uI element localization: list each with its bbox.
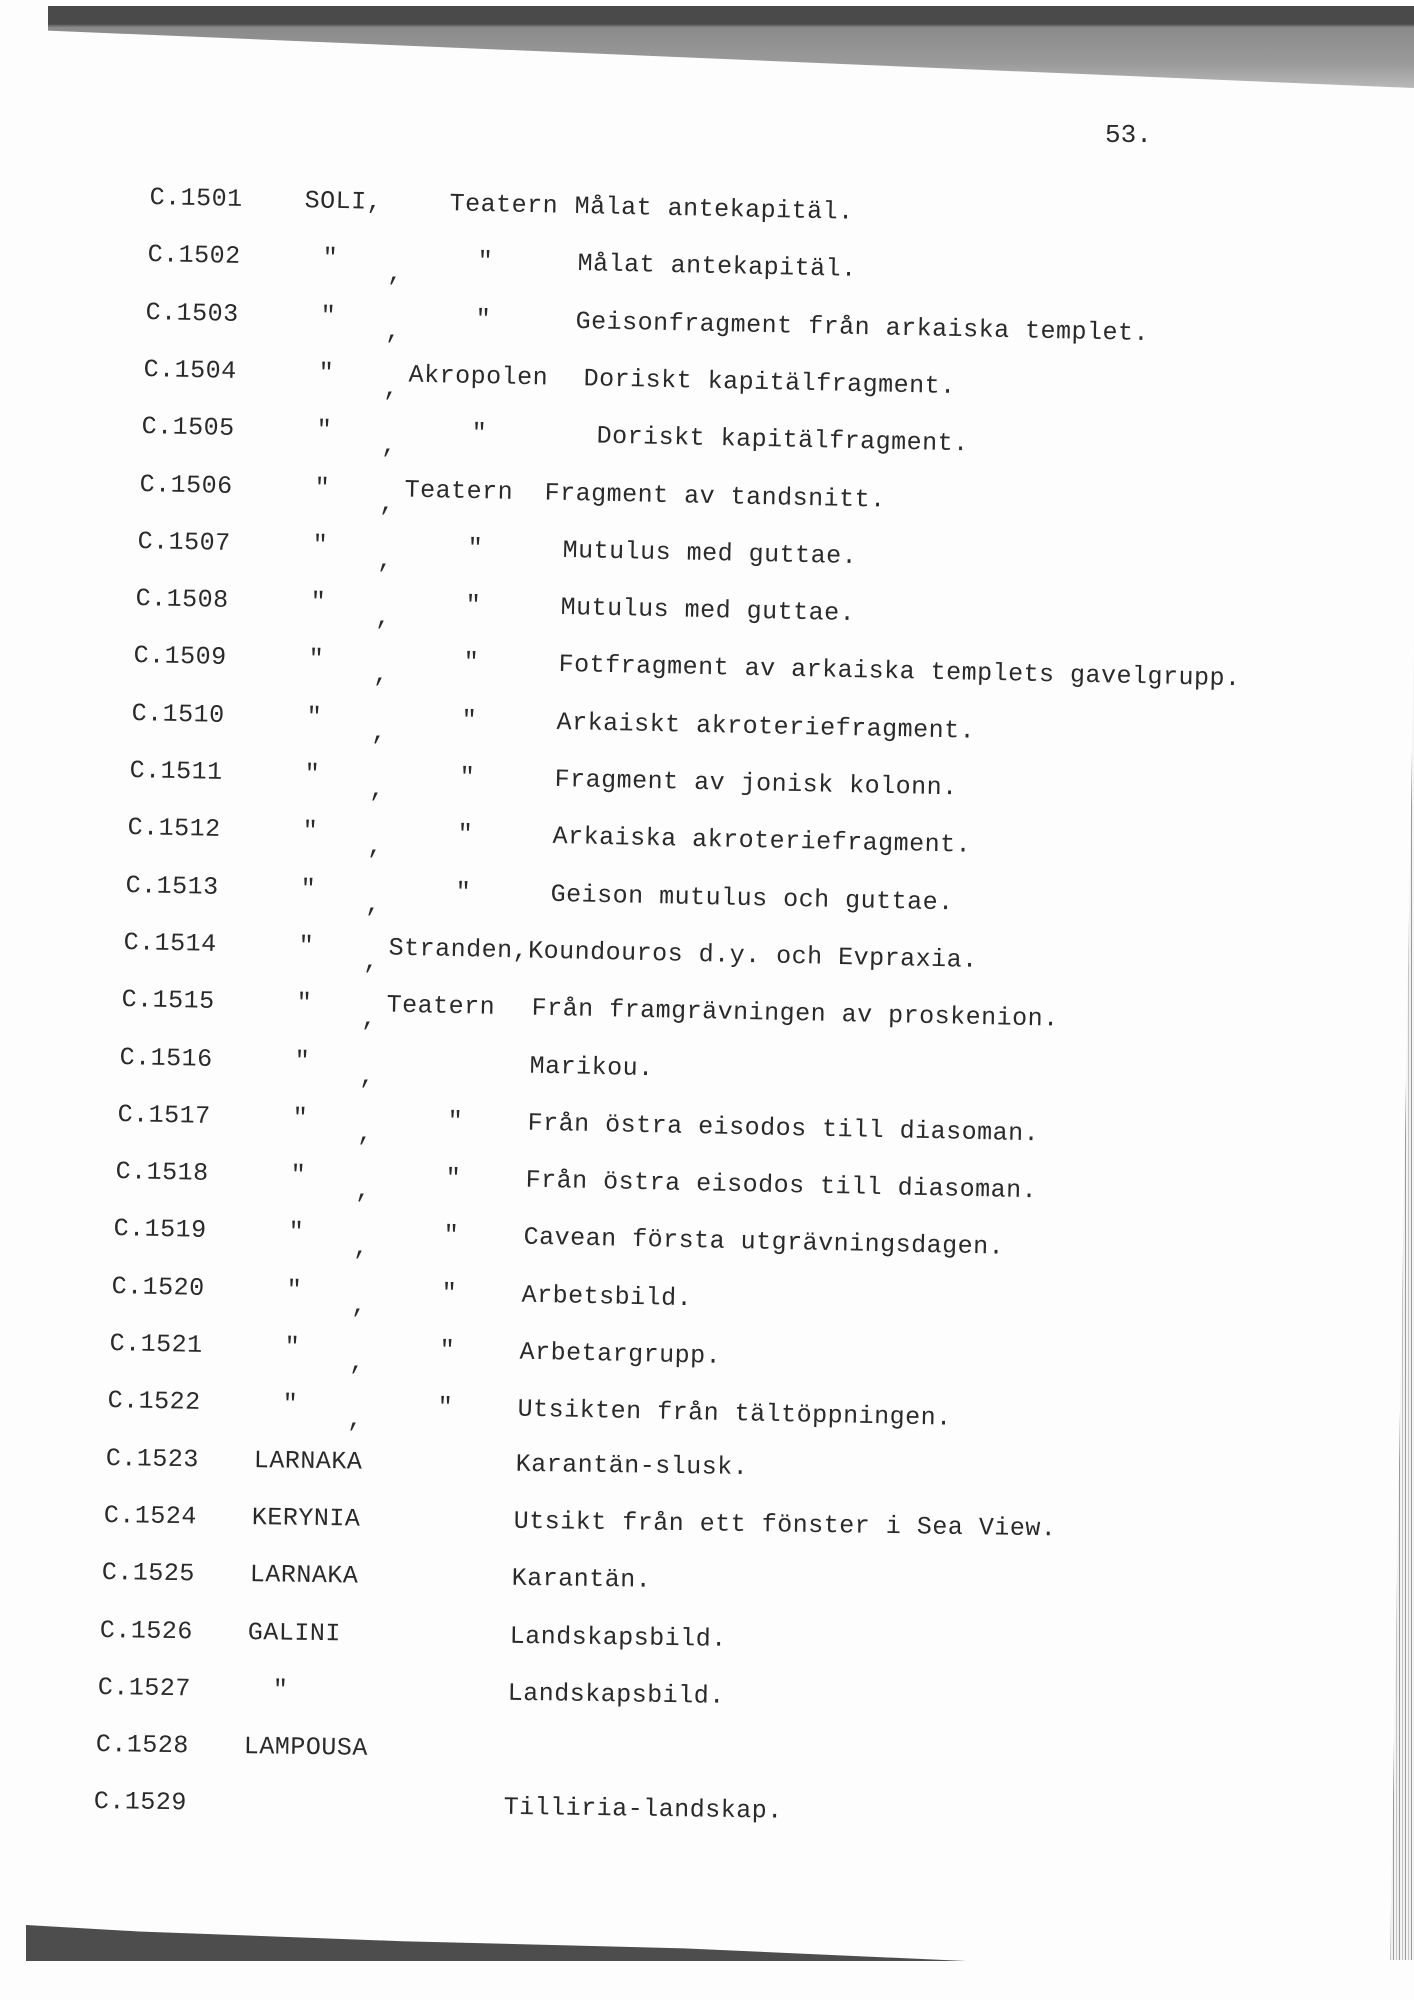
entry-place: " xyxy=(290,1160,307,1190)
entry-description: Från östra eisodos till diasoman. xyxy=(525,1165,1038,1206)
entry-separator: , xyxy=(353,1233,370,1263)
entry-separator: , xyxy=(387,259,404,289)
entry-separator: , xyxy=(381,431,398,461)
entry-location: " xyxy=(467,533,484,564)
entry-description: Landskapsbild. xyxy=(507,1678,725,1711)
entry-description: Målat antekapitäl. xyxy=(574,191,854,227)
entry-number: C.1516 xyxy=(119,1043,213,1074)
entry-number: C.1527 xyxy=(97,1673,192,1704)
entry-number: C.1507 xyxy=(137,527,231,558)
entry-place: " xyxy=(308,644,325,674)
entry-separator: , xyxy=(375,603,392,633)
entry-number: C.1526 xyxy=(99,1616,194,1647)
entry-location: " xyxy=(455,877,472,908)
entry-place: " xyxy=(294,1046,311,1076)
entry-place: " xyxy=(292,1103,309,1133)
entry-number: C.1517 xyxy=(117,1100,211,1131)
entry-location: Teatern xyxy=(404,475,514,507)
entry-location: " xyxy=(463,647,480,678)
entry-place: " xyxy=(316,415,333,445)
entry-separator: , xyxy=(349,1348,366,1378)
entry-place: " xyxy=(318,358,335,388)
entry-description: Arbetargrupp. xyxy=(519,1337,722,1371)
entry-location: " xyxy=(445,1163,462,1194)
entry-separator: , xyxy=(359,1062,376,1092)
scan-shadow-bottom xyxy=(26,1925,966,1961)
entry-location: " xyxy=(475,304,492,335)
entry-location: Teatern xyxy=(449,189,559,221)
entry-place: " xyxy=(302,816,319,846)
entry-location: " xyxy=(457,819,474,850)
entry-description: Utsikten från tältöppningen. xyxy=(517,1394,952,1433)
entry-place: " xyxy=(288,1217,305,1247)
entry-number: C.1505 xyxy=(141,412,235,443)
entry-description: Arbetsbild. xyxy=(521,1280,693,1314)
entry-separator: , xyxy=(367,832,384,862)
entry-location: " xyxy=(465,590,482,621)
entry-place: LARNAKA xyxy=(253,1446,363,1477)
entry-location: " xyxy=(443,1220,460,1251)
entry-number: C.1524 xyxy=(103,1501,198,1532)
entry-place: " xyxy=(300,874,317,904)
scan-edge-right xyxy=(1390,640,1414,1960)
entry-number: C.1528 xyxy=(95,1730,190,1761)
entry-number: C.1519 xyxy=(113,1214,207,1245)
entry-separator: , xyxy=(347,1405,364,1435)
entry-place: " xyxy=(282,1389,299,1419)
entry-location: " xyxy=(459,762,476,793)
entry-place: " xyxy=(320,301,337,331)
entry-place: " xyxy=(314,473,331,503)
entry-separator: , xyxy=(385,317,402,347)
entry-description: Målat antekapitäl. xyxy=(577,249,857,284)
entry-separator: , xyxy=(377,546,394,576)
entry-place: KERYNIA xyxy=(251,1503,361,1534)
entry-number: C.1509 xyxy=(133,641,227,672)
entry-separator: , xyxy=(355,1176,372,1206)
entry-place: GALINI xyxy=(247,1618,341,1649)
entry-number: C.1512 xyxy=(127,813,221,844)
entry-description: Arkaiskt akroteriefragment. xyxy=(556,707,976,746)
entry-description: Fotfragment av arkaiska templets gavelgrupp. xyxy=(558,649,1241,694)
entry-separator: , xyxy=(379,489,396,519)
entry-number: C.1511 xyxy=(129,756,223,787)
scan-shadow-top xyxy=(48,6,1414,88)
entry-description: Marikou. xyxy=(529,1051,654,1084)
entry-number: C.1513 xyxy=(125,871,219,902)
entry-location: Akropolen xyxy=(408,360,549,393)
entry-location: " xyxy=(471,418,488,449)
entry-place: " xyxy=(298,931,315,961)
entry-location: Teatern xyxy=(386,990,496,1022)
entry-description: Geisonfragment från arkaiska templet. xyxy=(575,307,1150,349)
entry-description: Tilliria-landskap. xyxy=(503,1792,783,1826)
entry-number: C.1515 xyxy=(121,985,215,1016)
entry-number: C.1529 xyxy=(93,1787,188,1818)
entry-number: C.1525 xyxy=(101,1558,196,1589)
entry-location: " xyxy=(437,1392,454,1423)
entry-description: Karantän. xyxy=(511,1563,652,1595)
entry-separator: , xyxy=(361,1004,378,1034)
entry-separator: , xyxy=(371,718,388,748)
entry-description: Cavean första utgrävningsdagen. xyxy=(523,1222,1005,1262)
entry-description: Fragment av jonisk kolonn. xyxy=(554,764,958,803)
entry-location: " xyxy=(477,246,494,277)
entry-description: Från framgrävningen av proskenion. xyxy=(531,993,1059,1034)
entry-number: C.1514 xyxy=(123,928,217,959)
entry-separator: , xyxy=(363,947,380,977)
entry-place: LARNAKA xyxy=(249,1560,359,1591)
entry-number: C.1508 xyxy=(135,584,229,615)
entry-separator: , xyxy=(383,374,400,404)
entry-place: " xyxy=(322,243,339,273)
entry-description: Mutulus med guttae. xyxy=(560,592,856,629)
entry-place: " xyxy=(310,587,327,617)
entry-place: " xyxy=(312,530,329,560)
entry-separator: , xyxy=(373,660,390,690)
entry-number: C.1521 xyxy=(109,1329,203,1360)
entry-description: Geison mutulus och guttae. xyxy=(550,879,954,918)
entry-place: " xyxy=(284,1332,301,1362)
entry-place: SOLI, xyxy=(304,186,383,217)
entry-description: Fragment av tandsnitt. xyxy=(544,478,886,515)
entry-number: C.1506 xyxy=(139,470,233,501)
entry-description: Doriskt kapitälfragment. xyxy=(583,364,956,402)
entry-separator: , xyxy=(365,890,382,920)
entry-description: Karantän-slusk. xyxy=(515,1449,749,1482)
entry-location: " xyxy=(441,1278,458,1309)
entry-location: " xyxy=(447,1106,464,1137)
entry-description: Doriskt kapitälfragment. xyxy=(596,421,969,459)
entry-number: C.1503 xyxy=(145,298,239,329)
entry-description: Landskapsbild. xyxy=(509,1621,727,1654)
entry-number: C.1502 xyxy=(147,240,241,271)
entry-number: C.1520 xyxy=(111,1272,205,1303)
entry-place: " xyxy=(272,1675,289,1705)
entry-description: Från östra eisodos till diasoman. xyxy=(527,1108,1040,1149)
entry-description: Mutulus med guttae. xyxy=(562,535,858,572)
entry-number: C.1523 xyxy=(105,1444,200,1475)
entry-place: " xyxy=(304,759,321,789)
entry-location: " xyxy=(439,1335,456,1366)
entry-number: C.1501 xyxy=(149,183,243,214)
entry-number: C.1504 xyxy=(143,355,237,386)
page-number: 53. xyxy=(1105,120,1152,150)
entry-separator: , xyxy=(351,1291,368,1321)
entry-place: " xyxy=(286,1275,303,1305)
entry-location: " xyxy=(461,705,478,736)
entry-place: " xyxy=(306,702,323,732)
entry-separator: , xyxy=(357,1119,374,1149)
entry-description: Utsikt från ett fönster i Sea View. xyxy=(513,1506,1057,1544)
entry-separator: , xyxy=(369,775,386,805)
entry-place: " xyxy=(296,988,313,1018)
entry-number: C.1510 xyxy=(131,699,225,730)
entry-description: Arkaiska akroteriefragment. xyxy=(552,821,972,860)
entry-place: LAMPOUSA xyxy=(243,1732,369,1763)
entry-number: C.1522 xyxy=(107,1386,201,1417)
entry-location: Stranden,Koundouros d.y. och Evpraxia. xyxy=(388,933,978,975)
entry-number: C.1518 xyxy=(115,1157,209,1188)
